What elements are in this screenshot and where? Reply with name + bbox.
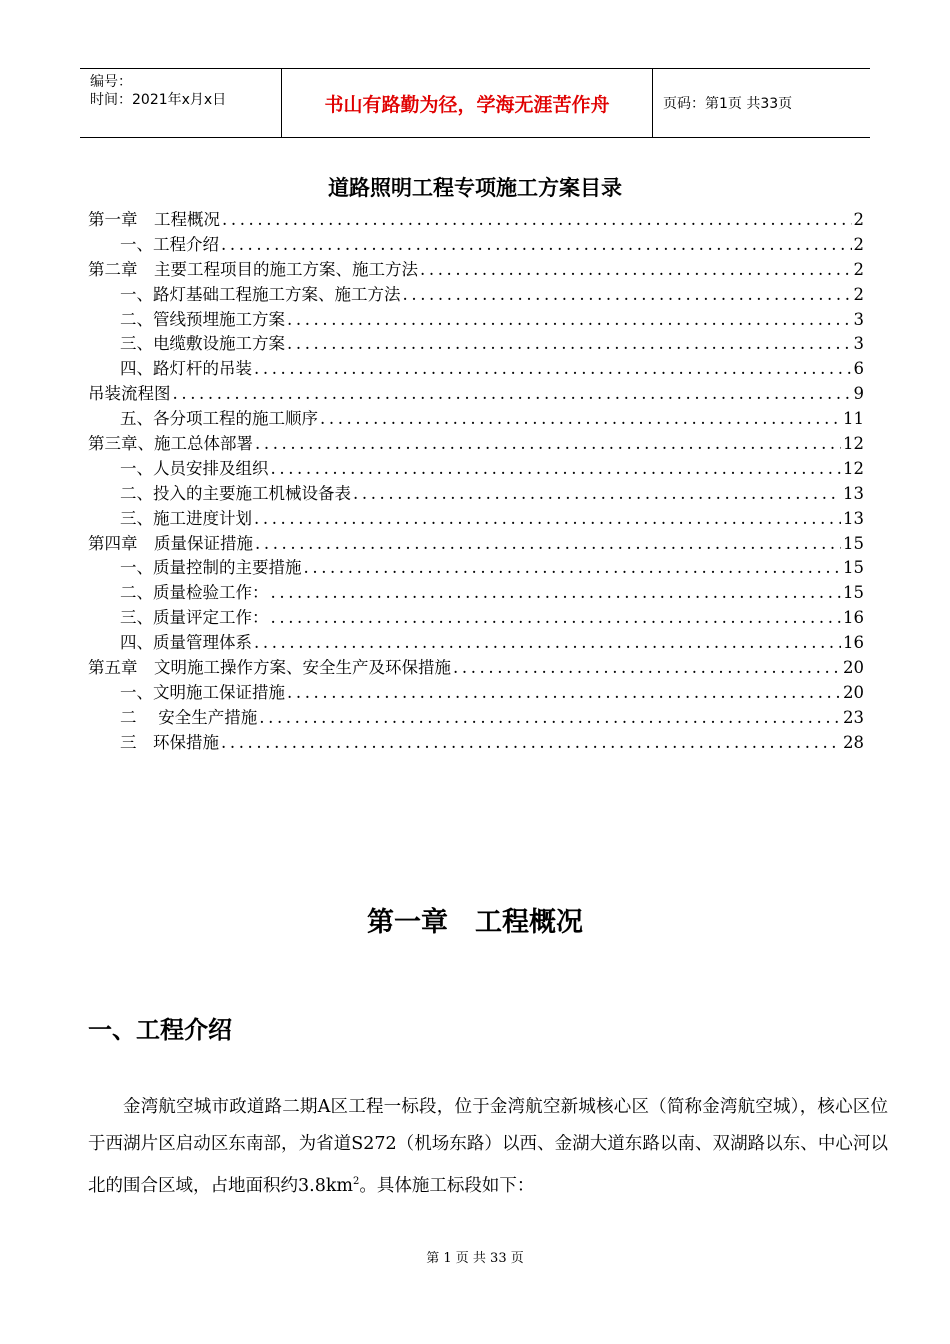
toc-leader — [221, 233, 852, 258]
toc-entry-page: 16 — [843, 633, 864, 653]
toc-entry-page: 9 — [853, 384, 864, 404]
toc-leader — [320, 407, 841, 432]
toc-entry[interactable] — [88, 208, 864, 233]
toc-leader — [259, 706, 841, 731]
toc-entry-text: 第四章 质量保证措施 — [88, 533, 253, 553]
toc-leader — [271, 606, 842, 631]
toc-entry[interactable] — [88, 258, 864, 283]
toc-entry-page: 15 — [843, 558, 864, 578]
toc-entry[interactable] — [88, 581, 864, 606]
toc-entry-page: 13 — [843, 483, 864, 503]
toc-entry-page: 15 — [843, 533, 864, 553]
toc-entry-text: 吊装流程图 — [88, 384, 171, 404]
toc-entry[interactable] — [88, 631, 864, 656]
chapter-title: 第一章 工程概况 — [367, 907, 583, 938]
toc-leader — [255, 432, 841, 457]
toc-entry[interactable] — [88, 556, 864, 581]
toc-entry-page: 12 — [843, 458, 864, 478]
toc-entry-text: 三、质量评定工作： — [120, 608, 269, 628]
toc-entry-page: 20 — [843, 658, 864, 678]
toc-entry-page: 16 — [843, 608, 864, 628]
toc-entry-text: 二 安全生产措施 — [120, 707, 258, 727]
toc-leader — [254, 507, 841, 532]
toc-entry[interactable] — [88, 656, 864, 681]
toc-entry-text: 第三章、施工总体部署 — [88, 434, 253, 454]
toc-entry[interactable] — [88, 731, 864, 756]
toc-entry[interactable] — [88, 457, 864, 482]
header-left — [80, 69, 281, 137]
toc-leader — [420, 258, 852, 283]
toc-leader — [287, 681, 841, 706]
toc-entry-page: 2 — [853, 234, 864, 254]
toc-entry-page: 6 — [853, 359, 864, 379]
code-label: 编号： — [90, 74, 132, 90]
toc-leader — [304, 556, 842, 581]
toc-entry[interactable] — [88, 606, 864, 631]
toc-entry-page: 23 — [843, 707, 864, 727]
toc-entry-text: 五、各分项工程的施工顺序 — [120, 409, 318, 429]
toc-entry-page: 2 — [853, 259, 864, 279]
toc-entry-text: 第五章 文明施工操作方案、安全生产及环保措施 — [88, 658, 451, 678]
toc-leader — [403, 283, 852, 308]
toc-leader — [271, 581, 842, 606]
toc-entry-page: 12 — [843, 434, 864, 454]
table-of-contents — [88, 208, 864, 756]
toc-entry-text: 四、路灯杆的吊装 — [120, 359, 252, 379]
toc-leader — [271, 457, 842, 482]
toc-leader — [222, 208, 852, 233]
toc-leader — [255, 532, 841, 557]
toc-entry[interactable] — [88, 357, 864, 382]
toc-entry[interactable] — [88, 407, 864, 432]
toc-entry[interactable] — [88, 382, 864, 407]
body-text-main: 金湾航空城市政道路二期A区工程一标段，位于金湾航空新城核心区（简称金湾航空城），核心区位于西湖片区启动区东南部，为省道S272（机场东路）以西、金湖大道东路以南、双湖路以东、中心河以北的围合区域，占地面积约3.8km — [88, 1097, 888, 1196]
toc-entry[interactable] — [88, 532, 864, 557]
toc-entry[interactable] — [88, 233, 864, 258]
section-title: 一、工程介绍 — [88, 1016, 232, 1044]
toc-entry[interactable] — [88, 706, 864, 731]
toc-title: 道路照明工程专项施工方案目录 — [328, 176, 622, 200]
page-header — [80, 68, 870, 138]
toc-entry-text: 三 环保措施 — [120, 732, 219, 752]
header-page-info: 页码：第1页 共33页 — [663, 96, 793, 112]
toc-entry[interactable] — [88, 482, 864, 507]
toc-entry-page: 11 — [843, 409, 864, 429]
toc-entry-text: 四、质量管理体系 — [120, 633, 252, 653]
body-text-end: 。具体施工标段如下： — [359, 1175, 535, 1196]
toc-entry-text: 二、质量检验工作： — [120, 583, 269, 603]
toc-entry-text: 一、人员安排及组织 — [120, 458, 269, 478]
toc-entry-text: 一、工程介绍 — [120, 234, 219, 254]
toc-entry[interactable] — [88, 332, 864, 357]
toc-entry-page: 3 — [853, 334, 864, 354]
time-label: 时间：2021年x月x日 — [90, 92, 227, 108]
toc-entry-text: 一、路灯基础工程施工方案、施工方法 — [120, 284, 401, 304]
toc-entry[interactable] — [88, 681, 864, 706]
toc-leader — [254, 631, 841, 656]
toc-entry-text: 三、施工进度计划 — [120, 508, 252, 528]
toc-entry-text: 二、管线预埋施工方案 — [120, 309, 285, 329]
toc-entry-page: 28 — [843, 732, 864, 752]
toc-entry-text: 第一章 工程概况 — [88, 210, 220, 229]
toc-entry-page: 20 — [843, 682, 864, 702]
toc-entry[interactable] — [88, 308, 864, 333]
toc-entry[interactable] — [88, 432, 864, 457]
toc-entry[interactable] — [88, 507, 864, 532]
toc-entry-text: 第二章 主要工程项目的施工方案、施工方法 — [88, 259, 418, 279]
toc-leader — [221, 731, 841, 756]
toc-entry[interactable] — [88, 283, 864, 308]
toc-leader — [173, 382, 852, 407]
body-text-superscript: 2 — [353, 1176, 360, 1187]
toc-entry-page: 3 — [853, 309, 864, 329]
toc-entry-page: 13 — [843, 508, 864, 528]
body-paragraph — [88, 1089, 888, 1205]
toc-leader — [287, 308, 852, 333]
toc-entry-page: 2 — [853, 284, 864, 304]
toc-leader — [287, 332, 852, 357]
page-footer: 第 1 页 共 33 页 — [426, 1251, 524, 1266]
toc-entry-text: 一、文明施工保证措施 — [120, 682, 285, 702]
toc-leader — [453, 656, 841, 681]
toc-entry-text: 一、质量控制的主要措施 — [120, 558, 302, 578]
toc-leader — [254, 357, 852, 382]
header-motto: 书山有路勤为径，学海无涯苦作舟 — [281, 69, 653, 137]
toc-entry-page: 15 — [843, 583, 864, 603]
toc-entry-text: 二、投入的主要施工机械设备表 — [120, 483, 351, 503]
toc-entry-page: 2 — [853, 210, 864, 229]
toc-entry-text: 三、电缆敷设施工方案 — [120, 334, 285, 354]
toc-leader — [353, 482, 841, 507]
